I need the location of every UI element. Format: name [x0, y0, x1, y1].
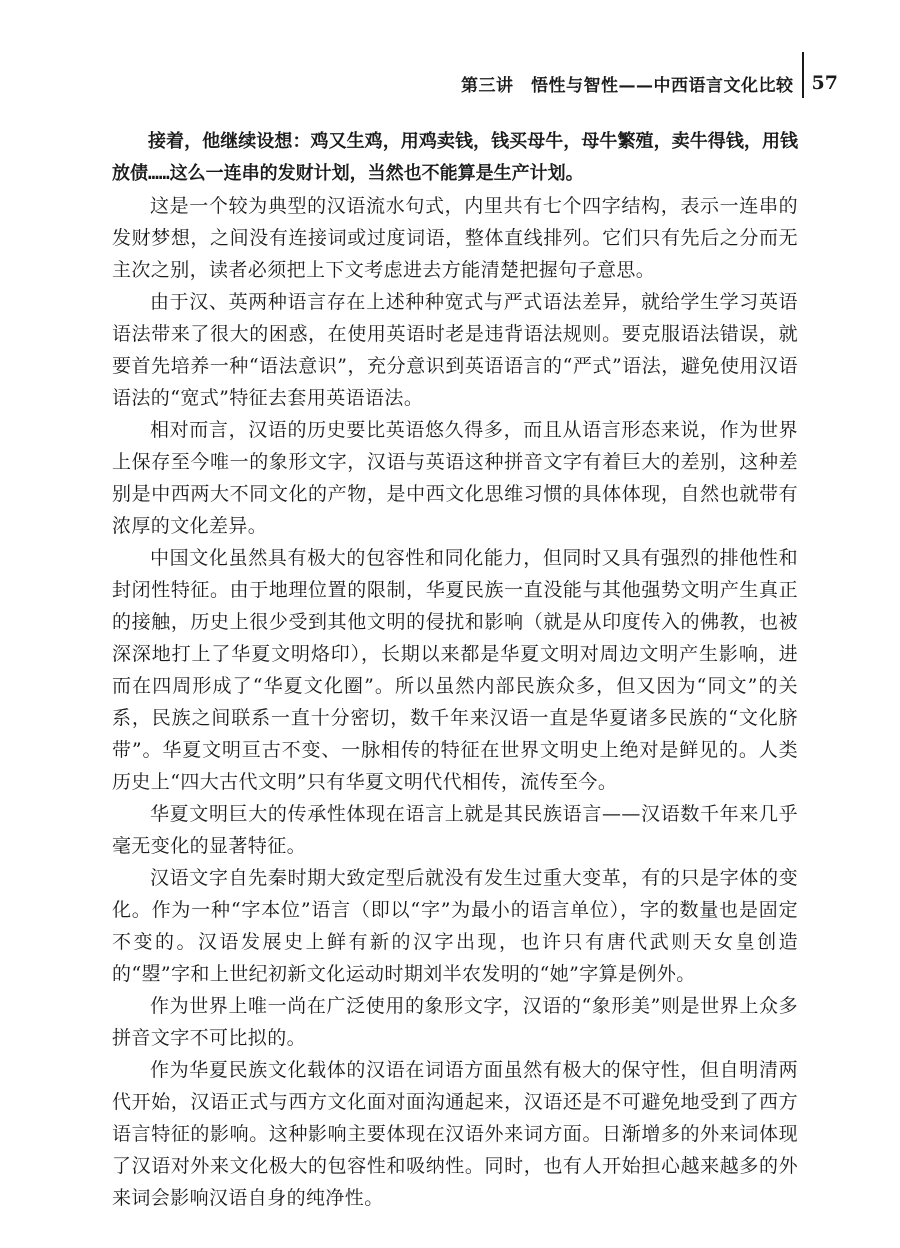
paragraph-6: 华夏文明巨大的传承性体现在语言上就是其民族语言——汉语数千年来几乎毫无变化的显著特征。 [112, 803, 798, 857]
header-divider [802, 52, 804, 98]
paragraph-2: 这是一个较为典型的汉语流水句式，内里共有七个四字结构，表示一连串的发财梦想，之间没有连接词或过度词语，整体直线排列。它们只有先后之分而无主次之别，读者必须把上下文考虑进去方能清楚把握句子意思。 [112, 195, 798, 281]
body-text [112, 126, 798, 1214]
page-number: 57 [811, 72, 838, 94]
paragraph-5: 中国文化虽然具有极大的包容性和同化能力，但同时又具有强烈的排他性和封闭性特征。由于地理位置的限制，华夏民族一直没能与其他强势文明产生真正的接触，历史上很少受到其他文明的侵扰和影响（就是从印度传入的佛教，也被深深地打上了华夏文明烙印），长期以来都是华夏文明对周边文明产生影响，进而在四周形成了“华夏文化圈”。所以虽然内部民族众多，但又因为“同文”的关系，民族之间联系一直十分密切，数千年来汉语一直是华夏诸多民族的“文化脐带”。华夏文明亘古不变、一脉相传的特征在世界文明史上绝对是鲜见的。人类历史上“四大古代文明”只有华夏文明代代相传，流传至今。 [112, 547, 798, 793]
paragraph-4: 相对而言，汉语的历史要比英语悠久得多，而且从语言形态来说，作为世界上保存至今唯一的象形文字，汉语与英语这种拼音文字有着巨大的差别，这种差别是中西两大不同文化的产物，是中西文化思维习惯的具体体现，自然也就带有浓厚的文化差异。 [112, 419, 798, 537]
chapter-title: 第三讲 悟性与智性——中西语言文化比较 [461, 75, 794, 96]
paragraph-7: 汉语文字自先秦时期大致定型后就没有发生过重大变革，有的只是字体的变化。作为一种“字本位”语言（即以“字”为最小的语言单位），字的数量也是固定不变的。汉语发展史上鲜有新的汉字出现，也许只有唐代武则天女皇创造的“曌”字和上世纪初新文化运动时期刘半农发明的“她”字算是例外。 [112, 867, 798, 985]
paragraph-9: 作为华夏民族文化载体的汉语在词语方面虽然有极大的保守性，但自明清两代开始，汉语正式与西方文化面对面沟通起来，汉语还是不可避免地受到了西方语言特征的影响。这种影响主要体现在汉语外来词方面。日渐增多的外来词体现了汉语对外来文化极大的包容性和吸纳性。同时，也有人开始担心越来越多的外来词会影响汉语自身的纯净性。 [112, 1059, 798, 1209]
paragraph-1: 接着，他继续设想：鸡又生鸡，用鸡卖钱，钱买母牛，母牛繁殖，卖牛得钱，用钱放债……这么一连串的发财计划，当然也不能算是生产计划。 [112, 131, 798, 184]
running-header [461, 68, 838, 98]
paragraph-3: 由于汉、英两种语言存在上述种种宽式与严式语法差异，就给学生学习英语语法带来了很大的困惑，在使用英语时老是违背语法规则。要克服语法错误，就要首先培养一种“语法意识”，充分意识到英语语言的“严式”语法，避免使用汉语语法的“宽式”特征去套用英语语法。 [112, 291, 798, 409]
paragraph-8: 作为世界上唯一尚在广泛使用的象形文字，汉语的“象形美”则是世界上众多拼音文字不可比拟的。 [112, 995, 798, 1049]
